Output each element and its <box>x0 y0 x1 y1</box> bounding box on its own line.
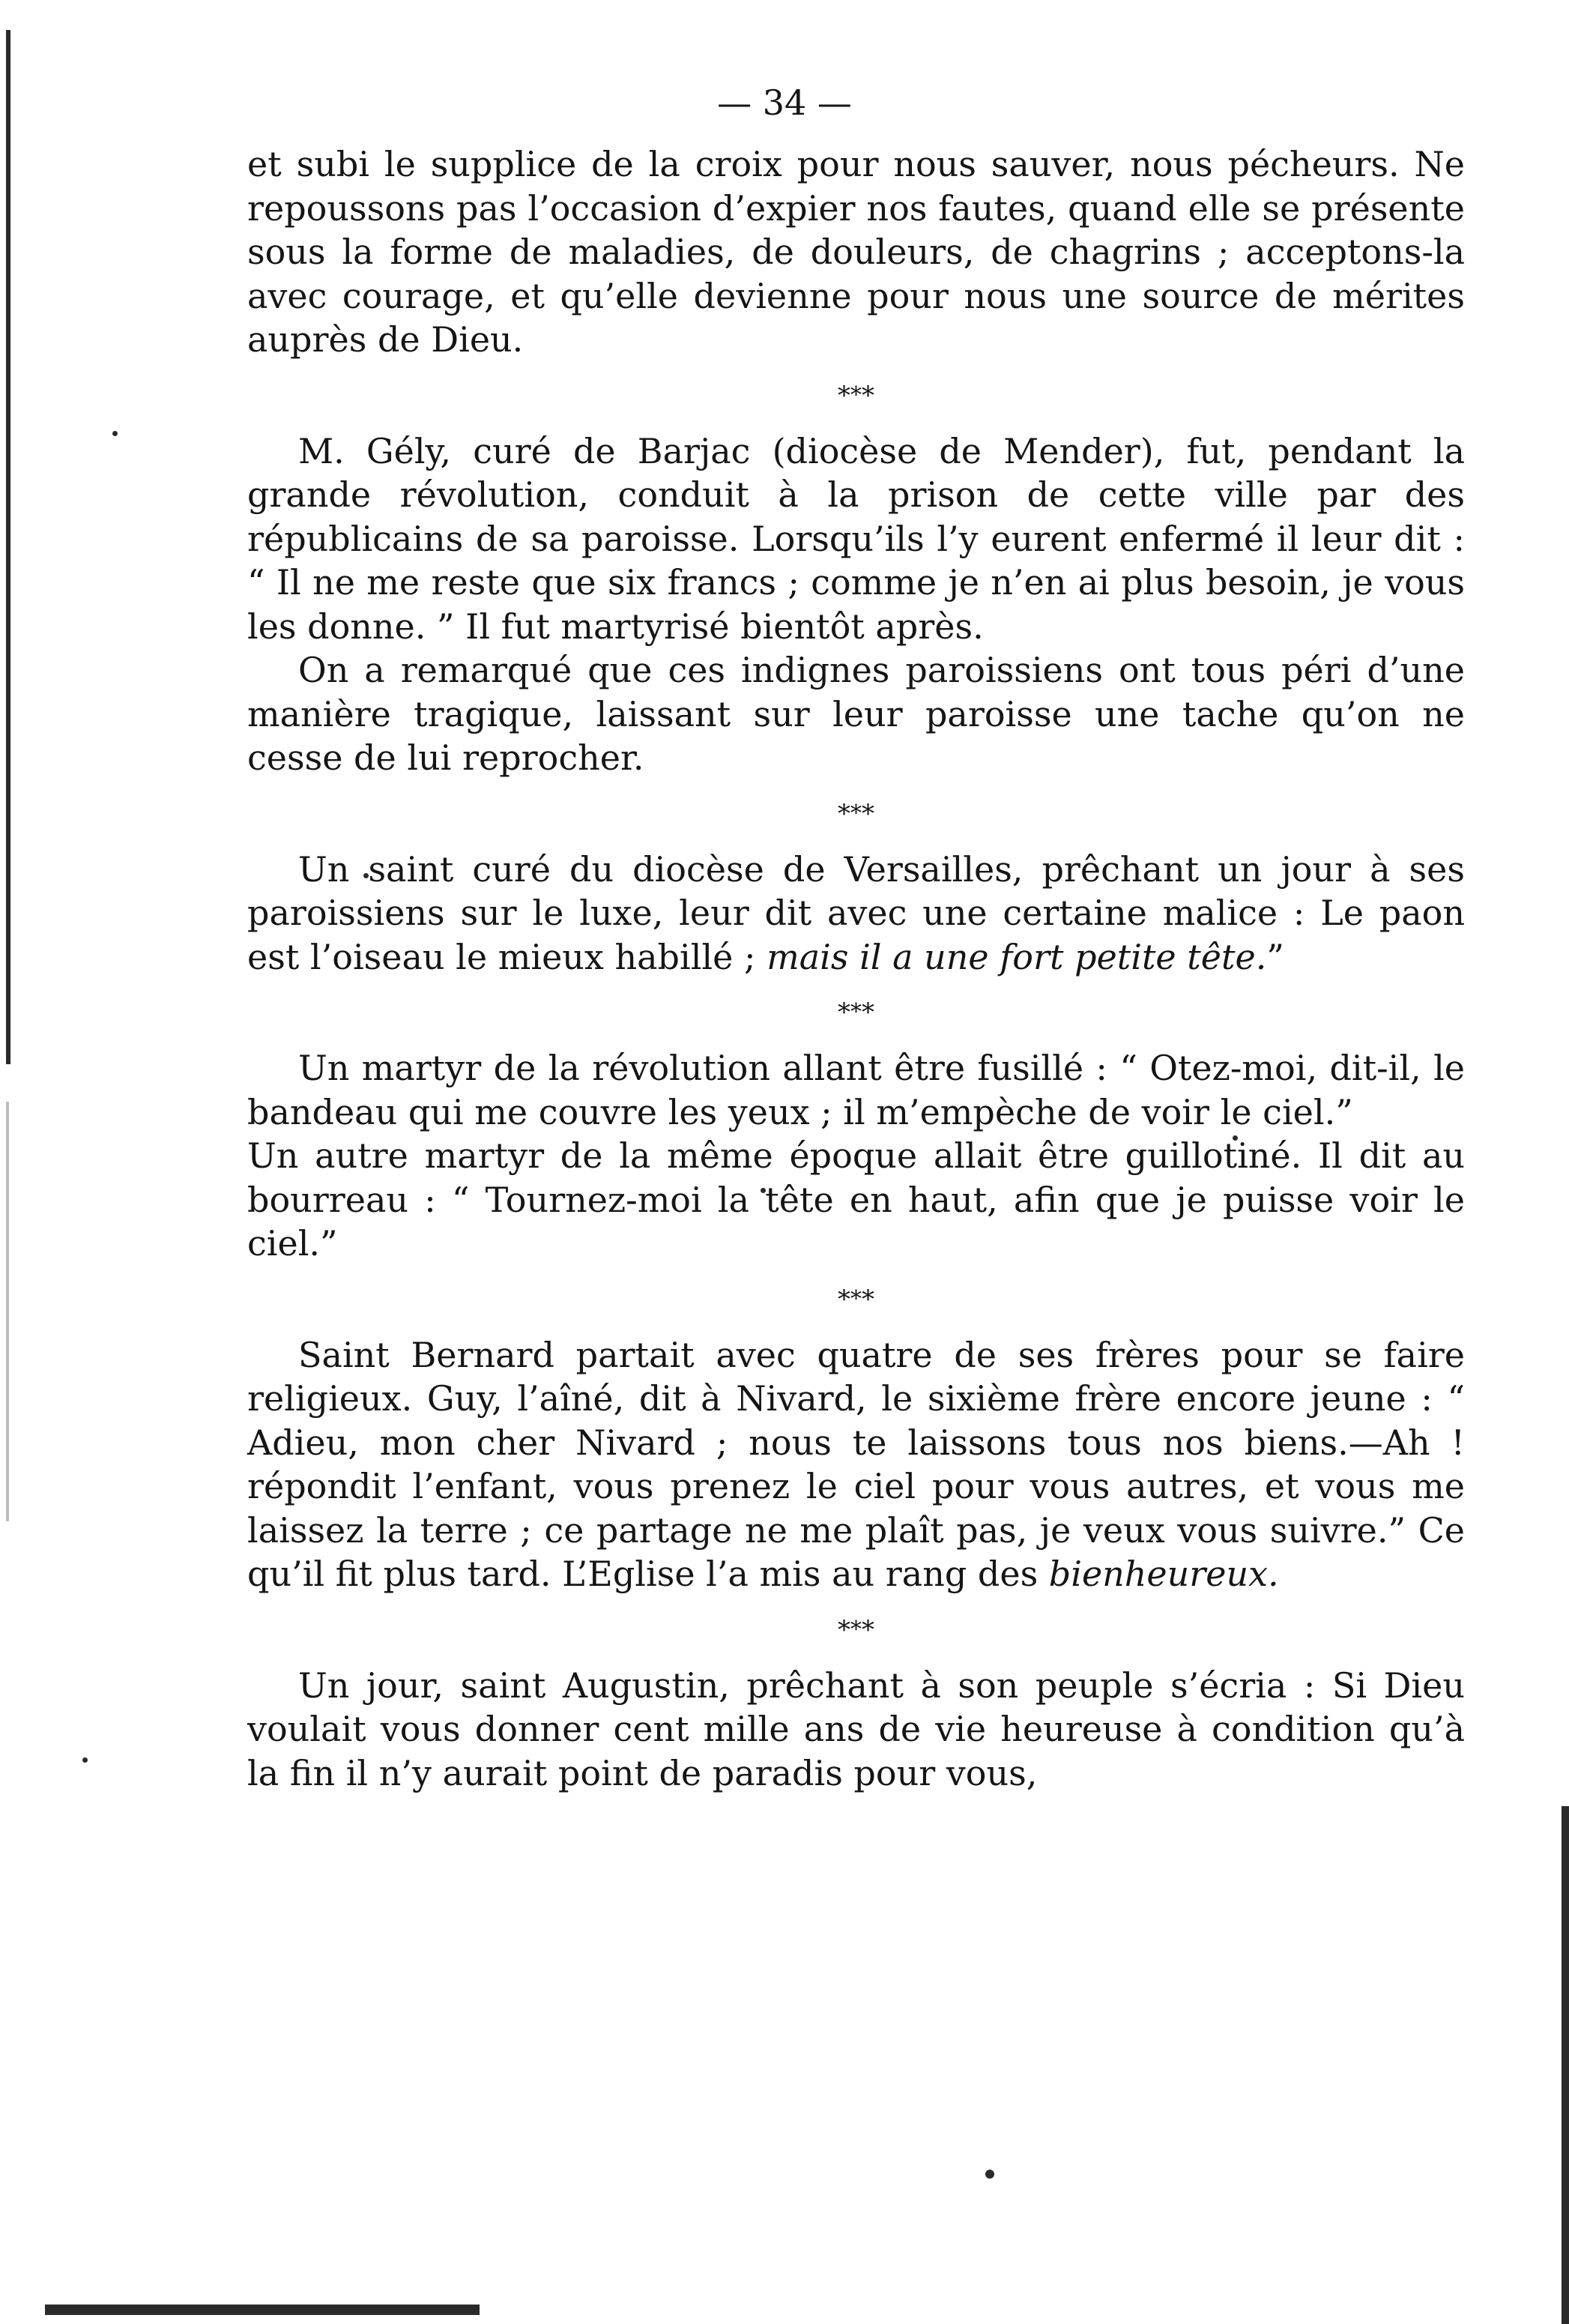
paragraph <box>247 848 1465 980</box>
paragraph-text: Un martyr de la révolution allant être fusillé : “ Otez-moi, dit-il, le bandeau qui me couvre les yeux ; il m’empèche de voir le ciel.” <box>247 1048 1465 1132</box>
paragraph-text: Un autre martyr de la même époque allait être guillotiné. Il dit au bourreau : “ Tournez-moi la tête en haut, afin que je puisse voir le ciel.” <box>247 1135 1465 1264</box>
closing-quote: ” <box>1266 936 1284 977</box>
section-separator-asterism: * * * <box>838 997 874 1027</box>
scan-right-edge <box>1562 1806 1569 2324</box>
paragraph <box>247 142 1465 362</box>
paragraph-text: M. Gély, curé de Barjac (diocèse de Mender), fut, pendant la grande révolution, conduit à la prison de cette ville par des républicains de sa paroisse. Lorsqu’ils l’y eurent enfermé il leur dit : “ Il ne me reste que six francs ; comme je n’en ai plus besoin, je vous les donne. ” Il fut martyrisé bientôt après. <box>247 430 1465 647</box>
section-separator-asterism: * * * <box>838 1614 874 1645</box>
paragraph <box>247 1046 1465 1134</box>
italic-text: mais il a une fort petite tête. <box>767 936 1267 977</box>
paragraph <box>247 1664 1465 1796</box>
scan-bottom-edge <box>45 2305 480 2315</box>
paragraph <box>247 429 1465 649</box>
scan-edge-shadow-faint <box>6 1102 9 1521</box>
section-separator-asterism: * * * <box>838 380 874 411</box>
section-separator-asterism: * * * <box>838 798 874 829</box>
paragraph-text: Un saint curé du diocèse de Versailles, prêchant un jour à ses paroissiens sur le luxe, leur dit avec une certaine malice : Le paon est l’oiseau le mieux habillé ; <box>247 848 1465 977</box>
paragraph-text: et subi le supplice de la croix pour nous sauver, nous pécheurs. Ne repoussons pas l’occasion d’expier nos fautes, quand elle se présente sous la forme de maladies, de douleurs, de chagrins ; acceptons-la avec courage, et qu’elle devienne pour nous une source de mérites auprès de Dieu. <box>247 144 1465 360</box>
scan-speck <box>112 431 118 436</box>
paragraph-text: On a remarqué que ces indignes paroissiens ont tous péri d’une manière tragique, laissant sur leur paroisse une tache qu’on ne cesse de lui reprocher. <box>247 650 1465 778</box>
scan-speck <box>82 1757 88 1763</box>
page-body <box>247 142 1465 1795</box>
page-number: — 34 — <box>717 82 852 123</box>
italic-text: bienheureux. <box>1048 1554 1279 1594</box>
paragraph <box>247 648 1465 780</box>
paragraph <box>247 1134 1465 1266</box>
paragraph-text: Saint Bernard partait avec quatre de ses frères pour se faire religieux. Guy, l’aîné, dit à Nivard, le sixième frère encore jeune : “ Adieu, mon cher Nivard ; nous te laissons tous nos biens.—Ah ! répondit l’enfant, vous prenez le ciel pour vous autres, et vous me laissez la terre ; ce partage ne me plaît pas, je veux vous suivre.” Ce qu’il fit plus tard. L’Eglise l’a mis au rang des <box>247 1334 1465 1594</box>
paragraph-text: Un jour, saint Augustin, prêchant à son peuple s’écria : Si Dieu voulait vous donner cent mille ans de vie heureuse à condition qu’à la fin il n’y aurait point de paradis pour vous, <box>247 1664 1465 1793</box>
section-separator-asterism: * * * <box>838 1284 874 1315</box>
scan-speck <box>985 2170 994 2179</box>
scan-edge-shadow <box>6 30 10 1064</box>
paragraph <box>247 1333 1465 1596</box>
